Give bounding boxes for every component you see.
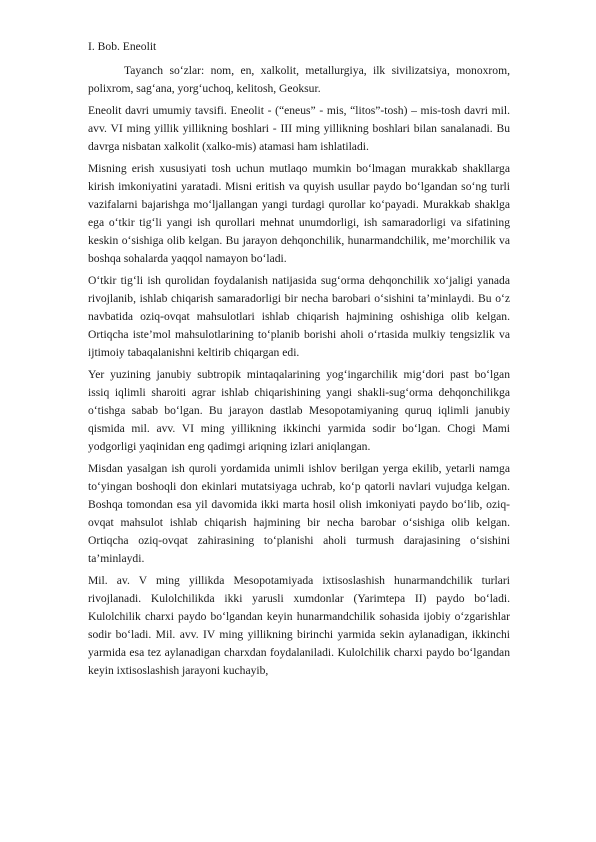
body-paragraph: Misning erish xususiyati tosh uchun mutlaqo mumkin bo‘lmagan murakkab shakllarga kirish imkoniyatini yaratadi. Misni eritish va quyish usullar paydo bo‘lgandan so‘ng turli vazifalarni bajarishga mo‘ljallangan yangi turdagi qurollar ko‘payadi. Murakkab shaklga ega o‘tkir tig‘li yangi ish qurollari mehnat unumdorligi, ish samaradorligi va sifatining keskin o‘sishiga olib kelgan. Bu jarayon dehqonchilik, hunarmandchilik, me’morchilik va boshqa sohalarda yaqqol namayon bo‘ladi.: [88, 162, 510, 265]
body-paragraph: Mil. av. V ming yillikda Mesopotamiyada ixtisoslashish hunarmandchilik turlari rivojlanadi. Kulolchilikda ikki yarusli xumdonlar (Yarimtepa II) paydo bo‘ladi. Kulolchilik charxi paydo bo‘lgandan keyin hunarmandchilik sohasida ijobiy o‘zgarishlar sodir bo‘ladi. Mil. avv. IV ming yillikning birinchi yarmida sekin aylanadigan, ikkinchi yarmida esa tez aylanadigan charxdan foydalaniladi. Kulolchilik charxi paydo bo‘lgandan keyin ixtisoslashish jarayoni kuchayib,: [88, 574, 510, 677]
body-paragraph: Yer yuzining janubiy subtropik mintaqalarining yog‘ingarchilik mig‘dori past bo‘lgan issiq iqlimli sharoiti agrar ishlab chiqarishining yangi shakli-sug‘orma dehqonchilikga o‘tishga sabab bo‘lgan. Bu jarayon dastlab Mesopotamiyaning quruq iqlimli janubiy qismida mil. avv. VI ming yillikning ikkinchi yarmida sodir bo‘lgan. Chogi Mami yodgorligi yaqinidan eng qadimgi ariqning izlari aniqlangan.: [88, 368, 510, 453]
body-paragraph: O‘tkir tig‘li ish qurolidan foydalanish natijasida sug‘orma dehqonchilik xo‘jaligi yanada rivojlanib, ishlab chiqarish samaradorligi bir necha barobari o‘sishini ta’minlaydi. Bu o‘z navbatida oziq-ovqat mahsulotlari ishlab chiqarish hajmining oshishiga olib kelgan. Ortiqcha iste’mol mahsulotlarining to‘planib borishi aholi o‘rtasida mulkiy tengsizlik va ijtimoiy tabaqalanishni keltirib chiqargan edi.: [88, 274, 510, 359]
keywords-paragraph: Tayanch so‘zlar: nom, en, xalkolit, metallurgiya, ilk sivilizatsiya, monoxrom, polixrom, sag‘ana, yorg‘uchoq, kelitosh, Geoksur.: [88, 64, 510, 95]
body-paragraph: Misdan yasalgan ish quroli yordamida unimli ishlov berilgan yerga ekilib, yetarli namga to‘yingan boshoqli don ekinlari mutatsiyaga uchrab, ko‘p qatorli navlari vujudga kelgan. Boshqa tomondan esa yil davomida ikki marta hosil olish imkoniyati paydo bo‘lib, oziq-ovqat mahsulot ishlab chiqarish hajmining bir necha barobar o‘sishiga olib kelgan. Ortiqcha oziq-ovqat zahirasining to‘planishi aholi turmush darajasining o‘sishini ta’minlaydi.: [88, 462, 510, 565]
body-paragraph: Eneolit davri umumiy tavsifi. Eneolit - (“eneus” - mis, “litos”-tosh) – mis-tosh davri mil. avv. VI ming yillik yillikning boshlari - III ming yillikning boshlari bilan sanalanadi. Bu davrga nisbatan xalkolit (xalko-mis) atamasi ham ishlatiladi.: [88, 104, 510, 153]
chapter-heading: I. Bob. Eneolit: [88, 40, 157, 53]
document-page: [88, 38, 510, 684]
